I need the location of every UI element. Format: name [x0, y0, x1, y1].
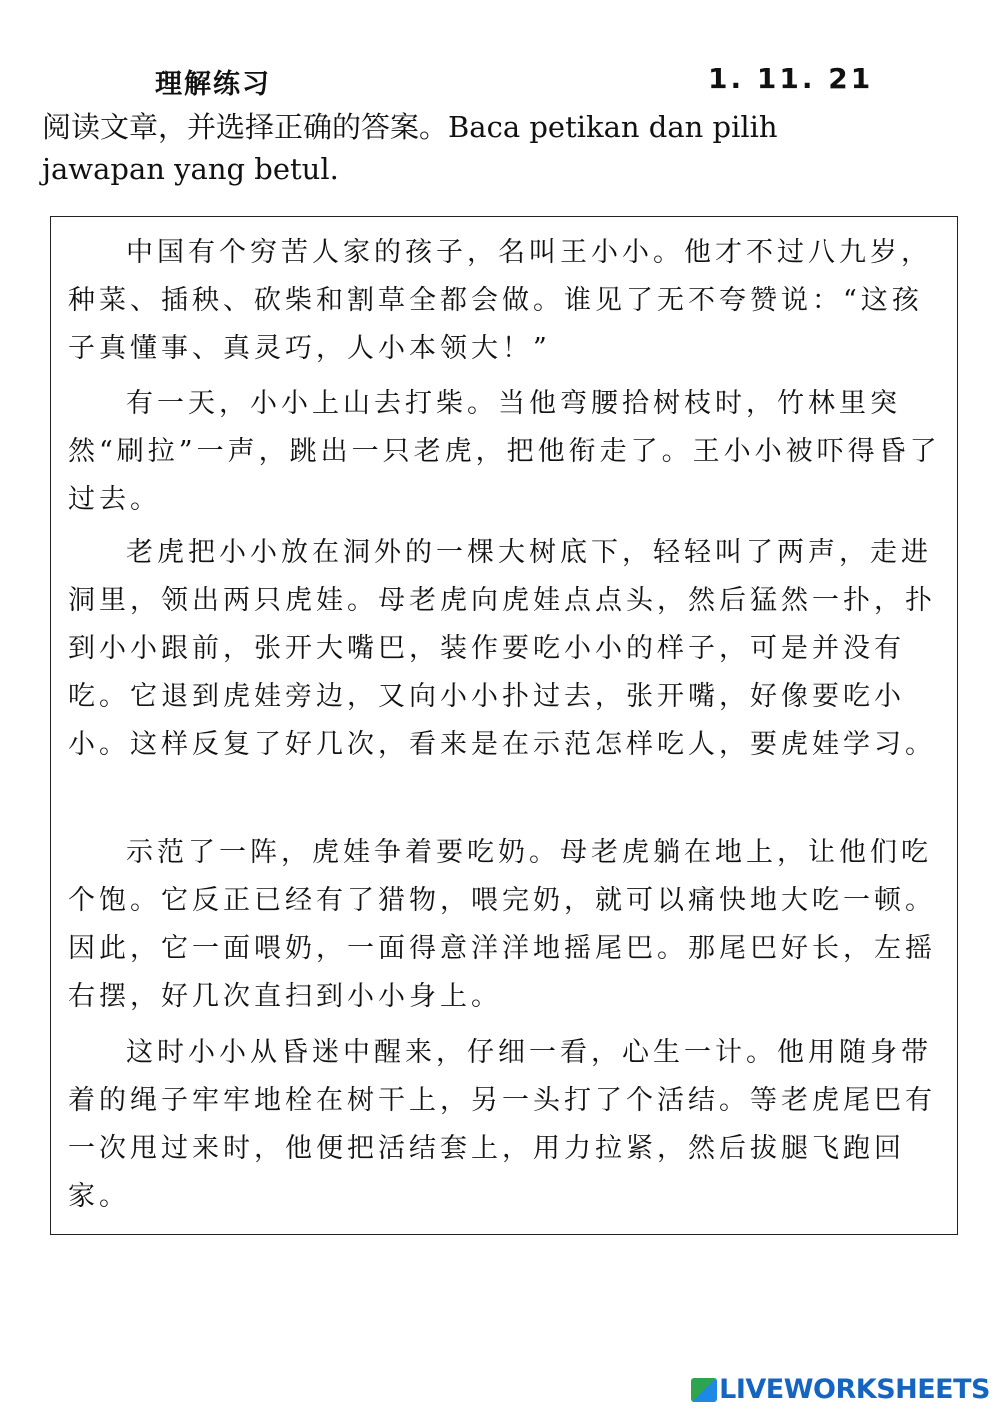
page-date: 1. 11. 21: [708, 62, 874, 95]
passage-paragraph-3: 老虎把小小放在洞外的一棵大树底下，轻轻叫了两声，走进洞里，领出两只虎娃。母老虎向虎娃点点头，然后猛然一扑，扑到小小跟前，张开大嘴巴，装作要吃小小的样子，可是并没有吃。它退到虎娃旁边，又向小小扑过去，张开嘴，好像要吃小小。这样反复了好几次，看来是在示范怎样吃人，要虎娃学习。: [68, 537, 936, 760]
passage-paragraph-2: 有一天，小小上山去打柴。当他弯腰拾树枝时，竹林里突然“刷拉”一声，跳出一只老虎，把他衔走了。王小小被吓得昏了过去。: [68, 388, 941, 515]
passage-paragraph-4: 示范了一阵，虎娃争着要吃奶。母老虎躺在地上，让他们吃个饱。它反正已经有了猎物，喂完奶，就可以痛快地大吃一顿。因此，它一面喂奶，一面得意洋洋地摇尾巴。那尾巴好长，左摇右摆，好几次直扫到小小身上。: [68, 837, 936, 1012]
instruction-text: 阅读文章，并选择正确的答案。Baca petikan dan pilih jawapan yang betul.: [42, 110, 778, 186]
passage-paragraph-5: 这时小小从昏迷中醒来，仔细一看，心生一计。他用随身带着的绳子牢牢地栓在树干上，另一头打了个活结。等老虎尾巴有一次甩过来时，他便把活结套上，用力拉紧，然后拔腿飞跑回家。: [68, 1037, 936, 1212]
liveworksheets-logo: [691, 1374, 990, 1405]
liveworksheets-logo-icon: [691, 1378, 717, 1402]
passage-box: [50, 216, 958, 1235]
passage-paragraph-1: 中国有个穷苦人家的孩子，名叫王小小。他才不过八九岁，种菜、插秧、砍柴和割草全都会做。谁见了无不夸赞说：“这孩子真懂事、真灵巧，人小本领大！”: [68, 237, 932, 364]
page-title: 理解练习: [155, 69, 271, 100]
logo-text: LIVEWORKSHEETS: [719, 1374, 990, 1405]
